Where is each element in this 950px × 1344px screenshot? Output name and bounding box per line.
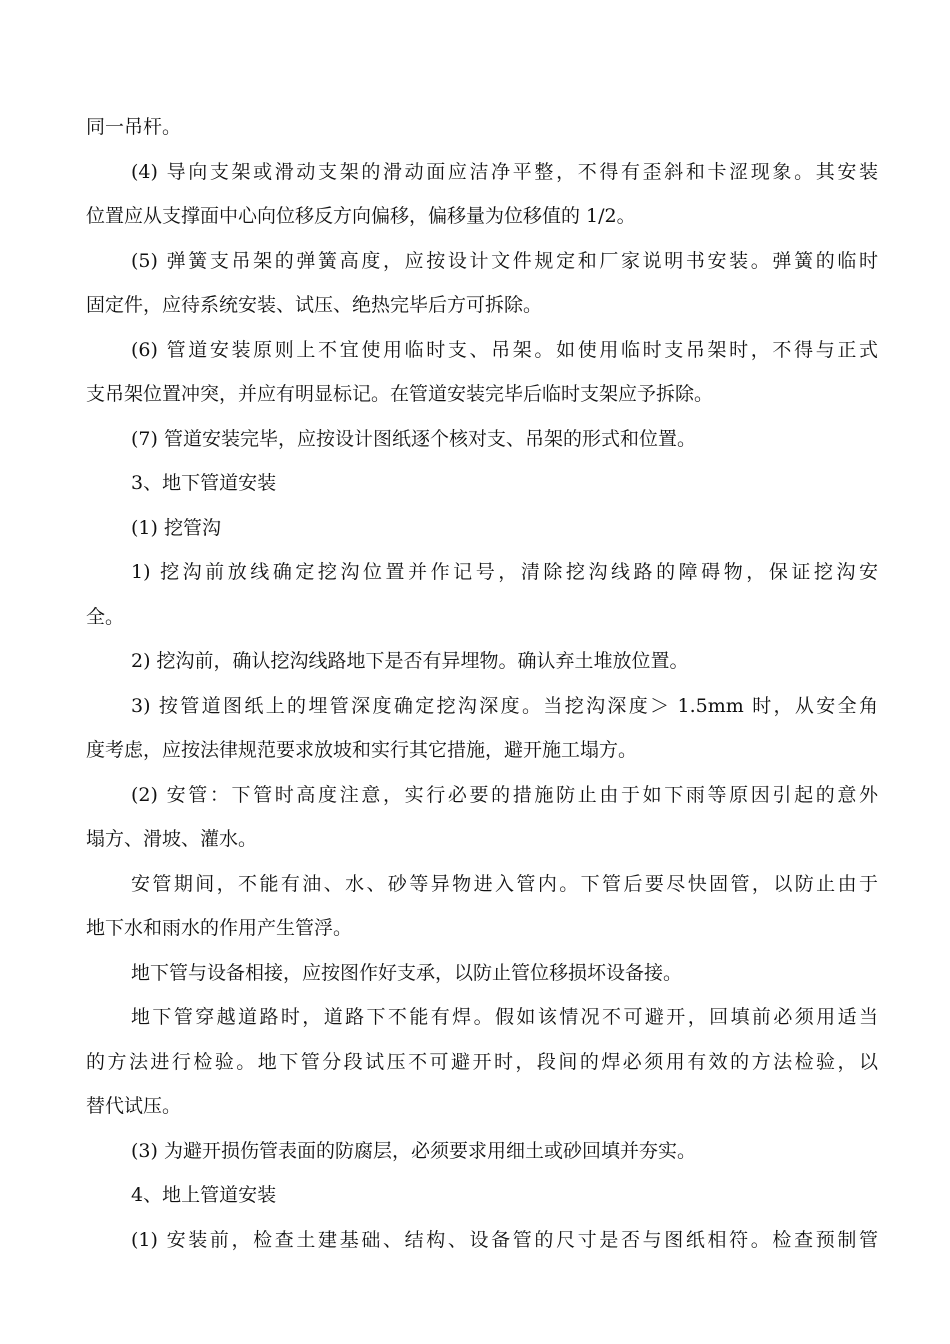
text-line: 地下管与设备相接，应按图作好支承，以防止管位移损坏设备接。 [131, 961, 683, 984]
section-heading: 4、地上管道安装 [131, 1184, 277, 1206]
section-heading: 3、地下管道安装 [131, 472, 277, 494]
text-line: (5) 弹簧支吊架的弹簧高度，应按设计文件规定和厂家说明书安装。弹簧的临时 [131, 249, 878, 272]
text-line: 地下管穿越道路时，道路下不能有焊。假如该情况不可避开，回填前必须用适当 [131, 1006, 878, 1028]
subsection-heading: (1) 挖管沟 [131, 516, 221, 539]
text-line: (1) 安装前，检查土建基础、结构、设备管的尺寸是否与图纸相符。检查预制管 [131, 1228, 878, 1251]
text-line: (4) 导向支架或滑动支架的滑动面应洁净平整，不得有歪斜和卡涩现象。其安装 [131, 160, 878, 183]
text-line: 地下水和雨水的作用产生管浮。 [86, 917, 353, 939]
text-line: 位置应从支撑面中心向位移反方向偏移，偏移量为位移值的 1/2。 [86, 205, 636, 227]
text-line: 的方法进行检验。地下管分段试压不可避开时，段间的焊必须用有效的方法检验，以 [86, 1050, 878, 1073]
text-line: (3) 为避开损伤管表面的防腐层，必须要求用细土或砂回填并夯实。 [131, 1139, 696, 1162]
text-line: 3) 按管道图纸上的埋管深度确定挖沟深度。当挖沟深度＞ 1.5mm 时，从安全角 [131, 694, 878, 717]
text-line: 全。 [86, 605, 125, 628]
text-line: 2) 挖沟前，确认挖沟线路地下是否有异埋物。确认弃土堆放位置。 [131, 650, 689, 672]
text-line: 度考虑，应按法律规范要求放坡和实行其它措施，避开施工塌方。 [86, 739, 638, 761]
text-line: 塌方、滑坡、灌水。 [86, 828, 258, 850]
text-line: (6) 管道安装原则上不宜使用临时支、吊架。如使用临时支吊架时，不得与正式 [131, 338, 878, 361]
text-line: 同一吊杆。 [86, 116, 182, 138]
text-line: 替代试压。 [86, 1095, 182, 1117]
text-line: 安管期间，不能有油、水、砂等异物进入管内。下管后要尽快固管，以防止由于 [131, 872, 878, 895]
text-line: 固定件，应待系统安装、试压、绝热完毕后方可拆除。 [86, 294, 543, 316]
text-line: (7) 管道安装完毕，应按设计图纸逐个核对支、吊架的形式和位置。 [131, 427, 696, 450]
document-body [86, 105, 878, 1262]
text-line: (2) 安管：下管时高度注意，实行必要的措施防止由于如下雨等原因引起的意外 [131, 783, 878, 806]
text-line: 支吊架位置冲突，并应有明显标记。在管道安装完毕后临时支架应予拆除。 [86, 383, 714, 405]
text-line: 1) 挖沟前放线确定挖沟位置并作记号，清除挖沟线路的障碍物，保证挖沟安 [131, 561, 878, 583]
